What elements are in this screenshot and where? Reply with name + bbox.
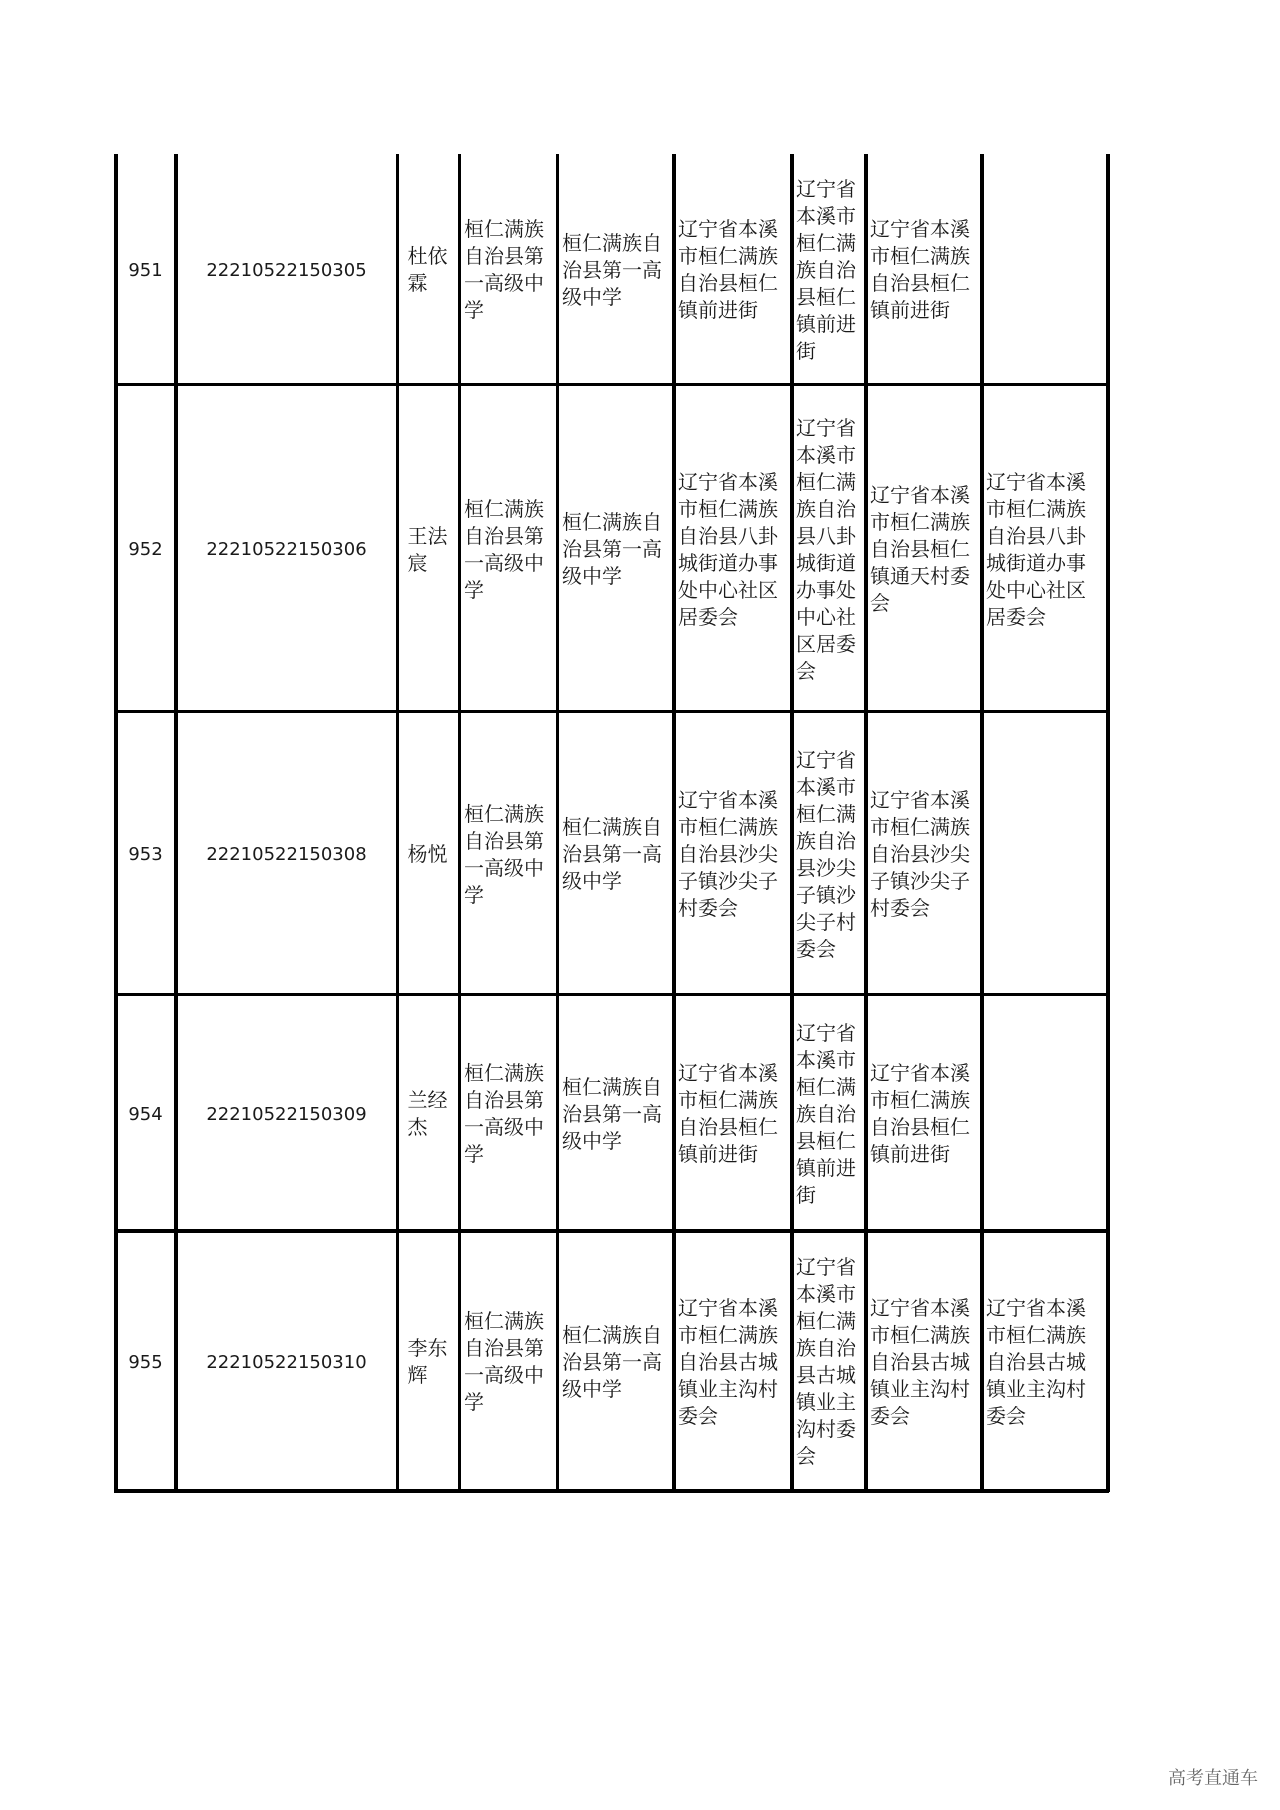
student-name-cell <box>402 154 455 386</box>
student-name-cell-text: 兰经杰 <box>407 1088 448 1139</box>
graduated-school-cell <box>562 996 669 1232</box>
exam-number-cell <box>180 996 393 1232</box>
school-cell <box>464 154 553 386</box>
student-name-cell-text: 杜依霖 <box>407 244 448 295</box>
graduated-school-cell-text: 桓仁满族自治县第一高级中学 <box>562 815 662 893</box>
seq-cell-text: 952 <box>128 539 163 560</box>
parent-address-cell-text: 辽宁省本溪市桓仁满族自治县沙尖子镇沙尖子村委会 <box>870 788 970 920</box>
seq-cell <box>120 996 171 1232</box>
table-vertical-border <box>672 154 676 1492</box>
household-address-cell <box>796 996 861 1232</box>
school-cell <box>464 713 553 996</box>
exam-number-cell-text: 22210522150310 <box>206 1351 367 1373</box>
graduated-school-cell <box>562 1232 669 1492</box>
exam-number-cell <box>180 386 393 713</box>
parent-address-cell <box>870 386 977 713</box>
school-cell-text: 桓仁满族自治县第一高级中学 <box>464 496 544 602</box>
parent-address-cell-text: 辽宁省本溪市桓仁满族自治县桓仁镇通天村委会 <box>870 483 970 615</box>
student-name-cell-text: 杨悦 <box>407 842 448 866</box>
seq-cell <box>120 713 171 996</box>
parent-address-cell <box>870 1232 977 1492</box>
seq-cell-text: 953 <box>128 844 163 865</box>
seq-cell-text: 954 <box>128 1103 163 1125</box>
address-cell-text: 辽宁省本溪市桓仁满族自治县桓仁镇前进街 <box>678 217 778 322</box>
school-cell-text: 桓仁满族自治县第一高级中学 <box>464 217 544 322</box>
seq-cell-text: 955 <box>128 1351 163 1373</box>
table-vertical-border <box>1106 154 1110 1492</box>
table-vertical-border <box>174 154 178 1492</box>
household-address-cell-text: 辽宁省本溪市桓仁满族自治县桓仁镇前进街 <box>796 1020 856 1207</box>
household-address-cell-text: 辽宁省本溪市桓仁满族自治县八卦城街道办事处中心社区居委会 <box>796 415 856 683</box>
parent-address-cell <box>870 154 977 386</box>
school-cell-text: 桓仁满族自治县第一高级中学 <box>464 1061 544 1166</box>
address-cell <box>678 996 787 1232</box>
other-address-cell-text: 辽宁省本溪市桓仁满族自治县古城镇业主沟村委会 <box>986 1295 1086 1428</box>
graduated-school-cell-text: 桓仁满族自治县第一高级中学 <box>562 1074 662 1153</box>
student-name-cell <box>402 386 455 713</box>
household-address-cell <box>796 713 861 996</box>
school-cell-text: 桓仁满族自治县第一高级中学 <box>464 801 544 907</box>
household-address-cell <box>796 154 861 386</box>
address-cell-text: 辽宁省本溪市桓仁满族自治县八卦城街道办事处中心社区居委会 <box>678 469 778 629</box>
exam-number-cell <box>180 713 393 996</box>
school-cell <box>464 996 553 1232</box>
graduated-school-cell <box>562 713 669 996</box>
household-address-cell-text: 辽宁省本溪市桓仁满族自治县沙尖子镇沙尖子村委会 <box>796 747 856 961</box>
address-cell <box>678 386 787 713</box>
graduated-school-cell <box>562 386 669 713</box>
household-address-cell-text: 辽宁省本溪市桓仁满族自治县桓仁镇前进街 <box>796 176 856 363</box>
school-cell <box>464 1232 553 1492</box>
student-name-cell <box>402 996 455 1232</box>
table-vertical-border <box>458 154 461 1492</box>
school-cell <box>464 386 553 713</box>
exam-number-cell-text: 22210522150306 <box>206 539 367 560</box>
address-cell <box>678 154 787 386</box>
seq-cell <box>120 1232 171 1492</box>
student-name-cell <box>402 1232 455 1492</box>
table-vertical-border <box>980 154 984 1492</box>
parent-address-cell-text: 辽宁省本溪市桓仁满族自治县桓仁镇前进街 <box>870 217 970 322</box>
school-cell-text: 桓仁满族自治县第一高级中学 <box>464 1309 544 1414</box>
exam-number-cell-text: 22210522150308 <box>206 844 367 865</box>
household-address-cell <box>796 386 861 713</box>
other-address-cell-text: 辽宁省本溪市桓仁满族自治县八卦城街道办事处中心社区居委会 <box>986 469 1086 629</box>
household-address-cell <box>796 1232 861 1492</box>
parent-address-cell <box>870 713 977 996</box>
other-address-cell <box>986 996 1106 1232</box>
graduated-school-cell <box>562 154 669 386</box>
household-address-cell-text: 辽宁省本溪市桓仁满族自治县古城镇业主沟村委会 <box>796 1255 856 1468</box>
exam-number-cell <box>180 154 393 386</box>
address-cell-text: 辽宁省本溪市桓仁满族自治县桓仁镇前进街 <box>678 1061 778 1166</box>
table-vertical-border <box>396 154 399 1492</box>
table-vertical-border <box>114 154 118 1492</box>
exam-number-cell-text: 22210522150309 <box>206 1103 367 1125</box>
parent-address-cell-text: 辽宁省本溪市桓仁满族自治县桓仁镇前进街 <box>870 1061 970 1166</box>
seq-cell-text: 951 <box>128 259 163 281</box>
graduated-school-cell-text: 桓仁满族自治县第一高级中学 <box>562 1322 662 1401</box>
other-address-cell <box>986 713 1106 996</box>
exam-number-cell <box>180 1232 393 1492</box>
table-vertical-border <box>864 154 868 1492</box>
seq-cell <box>120 386 171 713</box>
address-cell-text: 辽宁省本溪市桓仁满族自治县沙尖子镇沙尖子村委会 <box>678 788 778 920</box>
other-address-cell <box>986 154 1106 386</box>
student-name-cell <box>402 713 455 996</box>
other-address-cell <box>986 1232 1106 1492</box>
graduated-school-cell-text: 桓仁满族自治县第一高级中学 <box>562 510 662 588</box>
table-vertical-border <box>556 154 559 1492</box>
address-cell <box>678 713 787 996</box>
student-name-cell-text: 李东辉 <box>407 1336 448 1387</box>
other-address-cell <box>986 386 1106 713</box>
graduated-school-cell-text: 桓仁满族自治县第一高级中学 <box>562 230 662 309</box>
seq-cell <box>120 154 171 386</box>
address-cell-text: 辽宁省本溪市桓仁满族自治县古城镇业主沟村委会 <box>678 1295 778 1428</box>
watermark: 高考直通车 <box>1168 1768 1258 1789</box>
address-cell <box>678 1232 787 1492</box>
student-name-cell-text: 王法宸 <box>407 523 448 575</box>
parent-address-cell-text: 辽宁省本溪市桓仁满族自治县古城镇业主沟村委会 <box>870 1295 970 1428</box>
exam-number-cell-text: 22210522150305 <box>206 259 367 281</box>
student-table <box>114 154 1109 1492</box>
table-vertical-border <box>790 154 794 1492</box>
parent-address-cell <box>870 996 977 1232</box>
